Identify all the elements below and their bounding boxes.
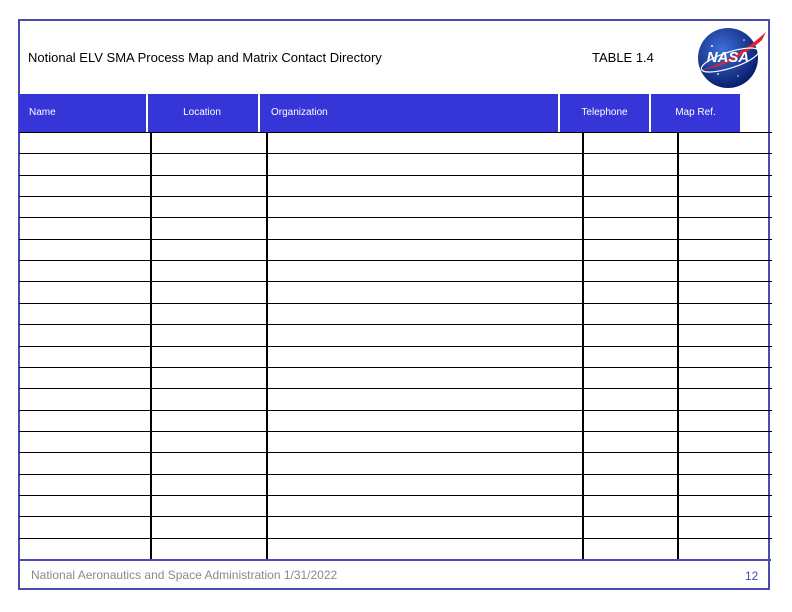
table-row xyxy=(19,260,772,281)
table-row xyxy=(19,410,772,431)
page-number: 12 xyxy=(745,569,759,583)
table-row xyxy=(19,538,772,559)
page-title: Notional ELV SMA Process Map and Matrix Contact Directory xyxy=(28,50,382,65)
table-row xyxy=(19,239,772,260)
table-row xyxy=(19,153,772,174)
nasa-logo-icon xyxy=(694,26,768,90)
logo-text: NASA xyxy=(706,49,750,66)
table-row xyxy=(19,452,772,473)
table-header xyxy=(19,94,740,132)
table-row xyxy=(19,281,772,302)
table-row xyxy=(19,175,772,196)
column-header-location: Location xyxy=(148,94,258,132)
table-row xyxy=(19,324,772,345)
table-row xyxy=(19,346,772,367)
table-row xyxy=(19,495,772,516)
table-label: TABLE 1.4 xyxy=(592,50,654,65)
column-divider xyxy=(582,132,584,559)
column-header-telephone: Telephone xyxy=(560,94,649,132)
table-row xyxy=(19,196,772,217)
column-header-name: Name xyxy=(19,94,146,132)
column-divider xyxy=(266,132,268,559)
column-divider xyxy=(677,132,679,559)
table-row xyxy=(19,388,772,409)
table-row xyxy=(19,431,772,452)
footer-text: National Aeronautics and Space Administration 1/31/2022 xyxy=(31,568,338,582)
column-divider xyxy=(150,132,152,559)
column-header-map-ref: Map Ref. xyxy=(651,94,740,132)
table-row xyxy=(19,367,772,388)
table-row xyxy=(19,474,772,495)
column-header-organization: Organization xyxy=(260,94,558,132)
table-row xyxy=(19,516,772,537)
table-row xyxy=(19,217,772,238)
table-row xyxy=(19,303,772,324)
contact-table-body xyxy=(19,132,772,559)
table-row xyxy=(19,132,772,153)
